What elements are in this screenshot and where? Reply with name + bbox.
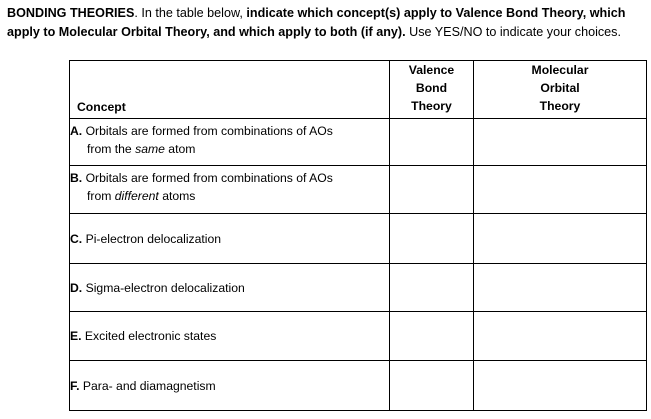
concept-text: Orbitals are formed from combinations of AOs <box>82 124 333 138</box>
answer-cell-vb-b[interactable] <box>390 166 474 214</box>
row-letter: B. <box>70 171 83 185</box>
concept-text: Sigma-electron delocalization <box>82 280 245 295</box>
row-letter: D. <box>70 280 83 295</box>
instructions-emphasis: indicate which concept(s) apply to Valence Bond Theory, which apply to Molecular Orbital Theory, and which apply to both (if any). <box>7 6 626 39</box>
bonding-theories-table <box>69 60 647 411</box>
table-row <box>70 119 647 166</box>
concept-cell-c <box>70 214 390 264</box>
table-row <box>70 361 647 411</box>
concept-cell-f <box>70 361 390 411</box>
answer-cell-mo-e[interactable] <box>474 312 647 361</box>
molecular-orbital-header: Molecular Orbital Theory <box>474 61 647 119</box>
answer-cell-vb-d[interactable] <box>390 264 474 312</box>
answer-cell-mo-c[interactable] <box>474 214 647 264</box>
concept-text: Para- and diamagnetism <box>79 378 216 393</box>
table-row <box>70 264 647 312</box>
answer-cell-vb-f[interactable] <box>390 361 474 411</box>
table-row <box>70 214 647 264</box>
concept-cell-e <box>70 312 390 361</box>
row-letter: A. <box>70 124 83 138</box>
answer-cell-vb-e[interactable] <box>390 312 474 361</box>
section-title: BONDING THEORIES <box>7 6 135 20</box>
instructions-paragraph <box>7 4 647 42</box>
answer-cell-mo-d[interactable] <box>474 264 647 312</box>
table-row <box>70 166 647 214</box>
table-row <box>70 312 647 361</box>
row-letter: E. <box>70 329 82 343</box>
concept-continuation: from different atoms <box>87 189 196 203</box>
header-row <box>70 61 647 119</box>
concept-continuation: from the same atom <box>87 142 196 156</box>
answer-cell-mo-f[interactable] <box>474 361 647 411</box>
answer-cell-vb-c[interactable] <box>390 214 474 264</box>
answer-cell-mo-b[interactable] <box>474 166 647 214</box>
answer-cell-mo-a[interactable] <box>474 119 647 166</box>
instructions-choice-note: Use YES/NO to indicate your choices. <box>405 25 621 39</box>
concept-text: Orbitals are formed from combinations of AOs <box>82 171 333 185</box>
concept-text: Excited electronic states <box>81 329 217 343</box>
answer-cell-vb-a[interactable] <box>390 119 474 166</box>
valence-bond-header: Valence Bond Theory <box>390 61 474 119</box>
row-letter: F. <box>70 378 80 393</box>
concept-cell-a <box>70 119 390 166</box>
concept-header: Concept <box>70 61 390 119</box>
concept-text: Pi-electron delocalization <box>82 231 222 246</box>
row-letter: C. <box>70 231 83 246</box>
concept-cell-d <box>70 264 390 312</box>
concept-cell-b <box>70 166 390 214</box>
instructions-text: . In the table below, <box>134 6 247 20</box>
